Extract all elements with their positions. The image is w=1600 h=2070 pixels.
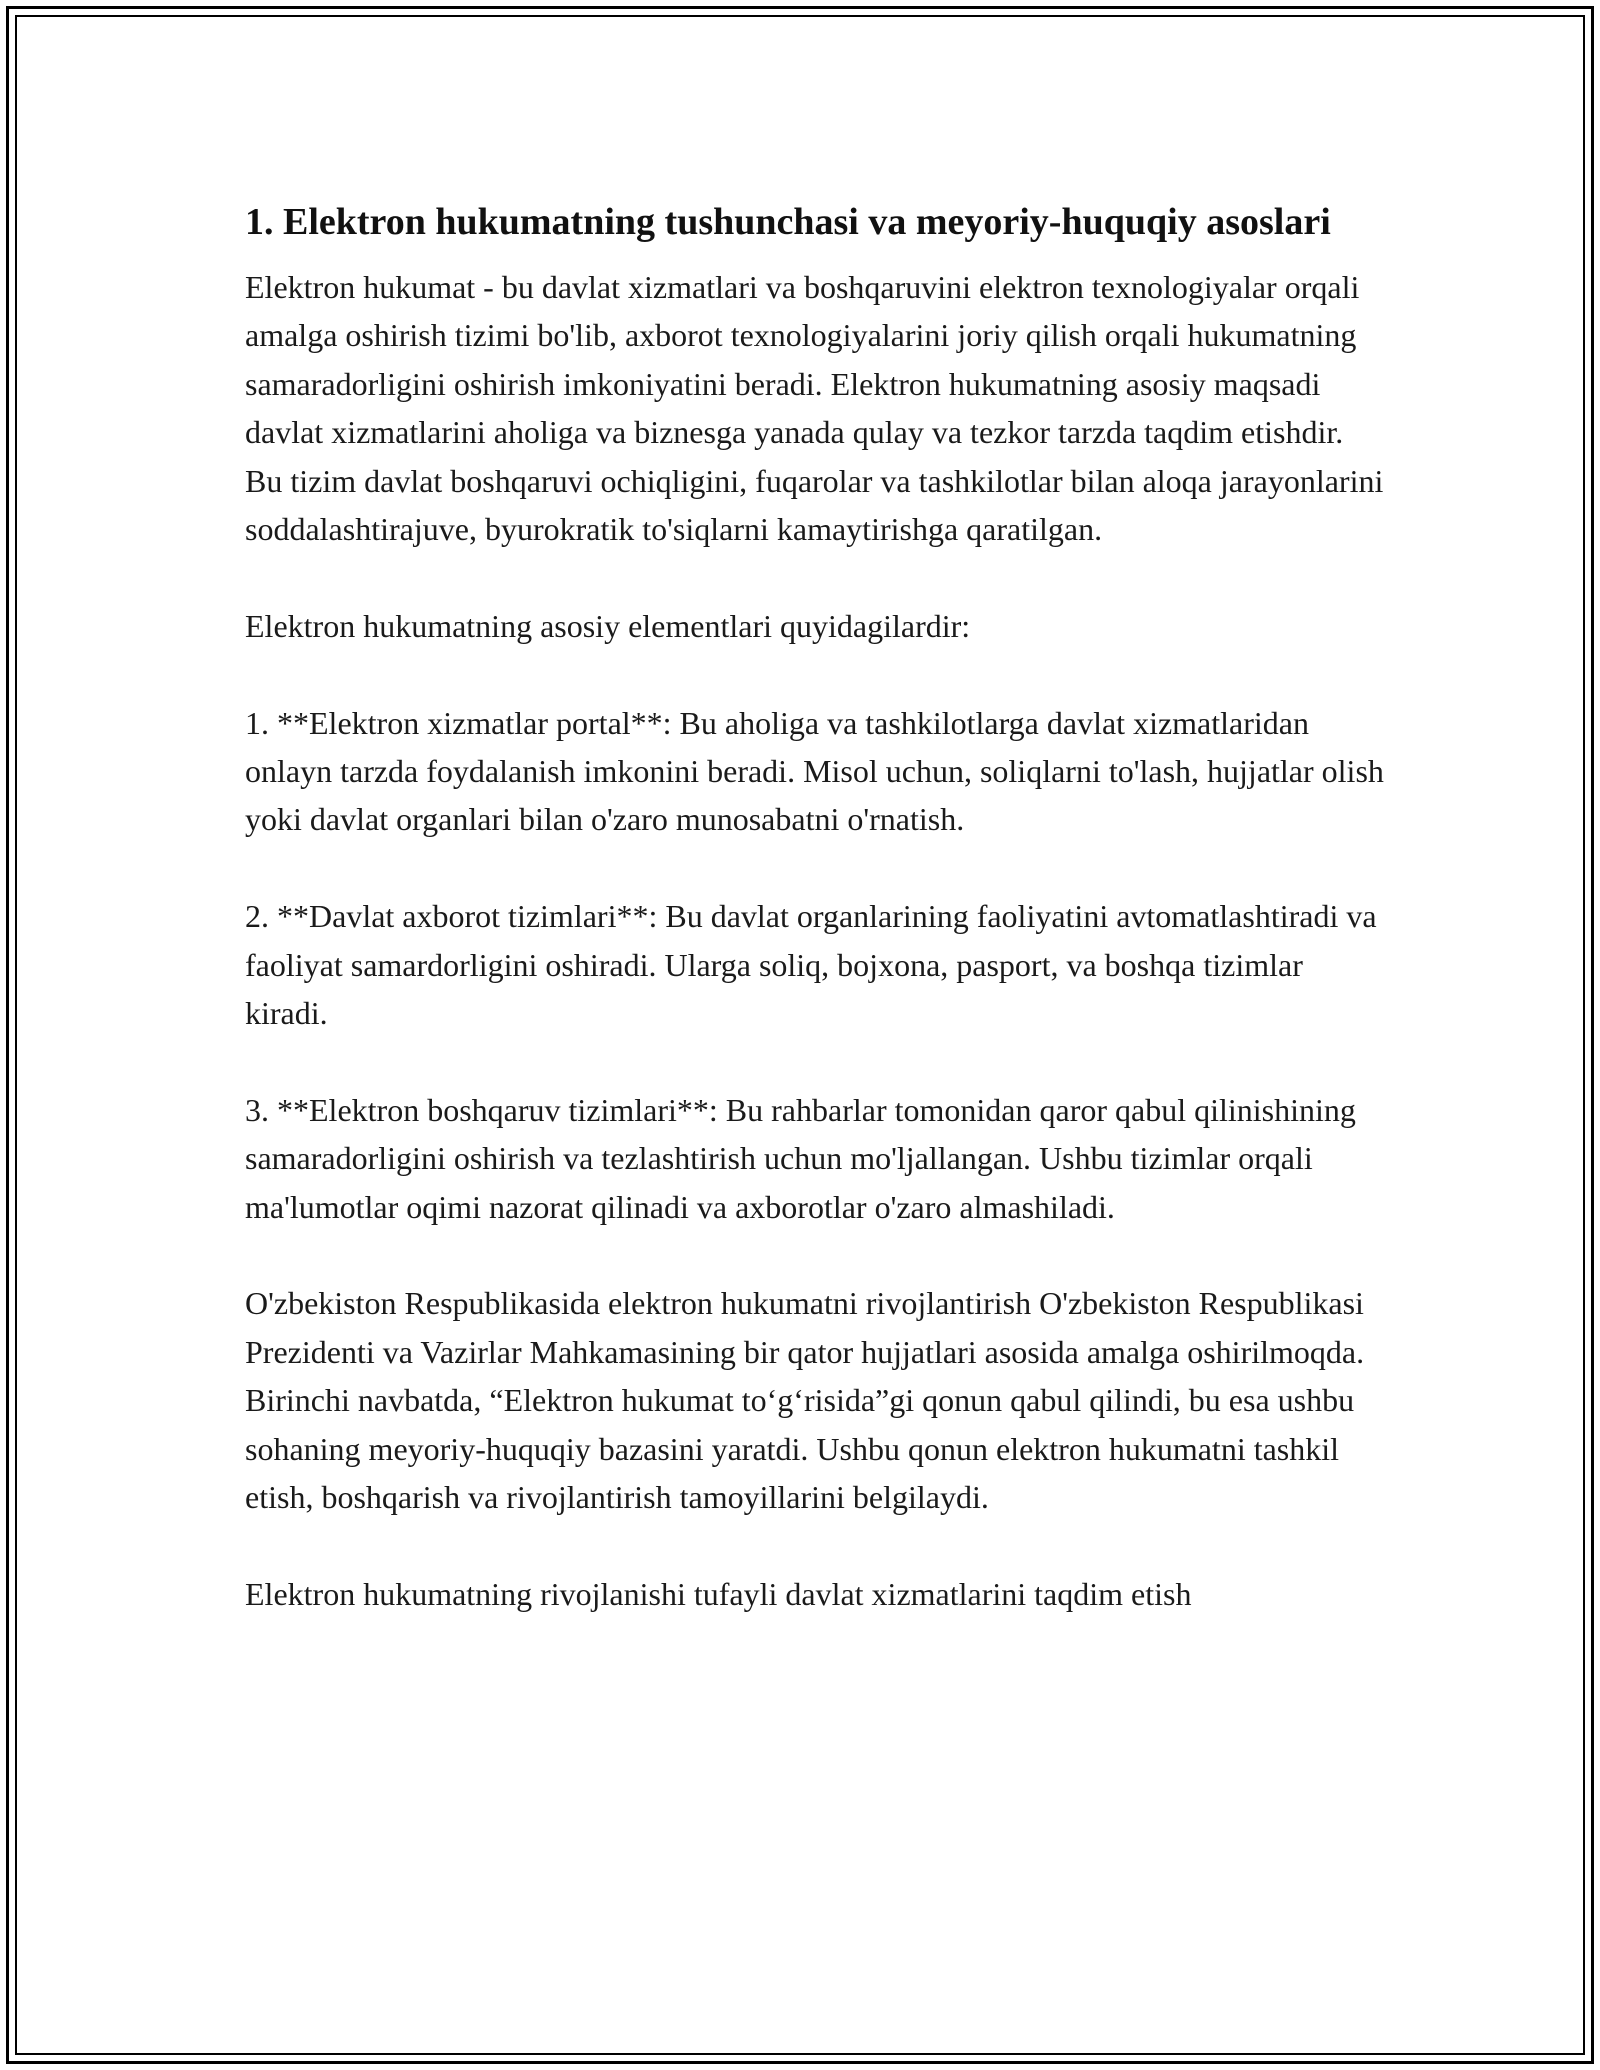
document-title: 1. Elektron hukumatning tushunchasi va meyoriy-huquqiy asoslari (245, 201, 1331, 243)
page-frame (6, 6, 1594, 2064)
paragraph-definition: Elektron hukumat - bu davlat xizmatlari va boshqaruvini elektron texnologiyalar orqali amalga oshirish tizimi bo'lib, axborot texnologiyalarini joriy qilish orqali hukumatning samaradorligini oshirish imkoniyatini beradi. Elektron hukumatning asosiy maqsadi davlat xizmatlarini aholiga va biznesga yanada qulay va tezkor tarzda taqdim etishdir. Bu tizim davlat boshqaruvi ochiqligini, fuqarolar va tashkilotlar bilan aloqa jarayonlarini soddalashtirajuve, byurokratik to'siqlarni kamaytirishga qaratilgan. (245, 269, 1384, 548)
list-item-services-portal: 1. **Elektron xizmatlar portal**: Bu aholiga va tashkilotlarga davlat xizmatlaridan onlayn tarzda foydalanish imkonini beradi. Misol uchun, soliqlarni to'lash, hujjatlar olish yoki davlat organlari bilan o'zaro munosabatni o'rnatish. (245, 704, 1384, 838)
list-item-management-systems: 3. **Elektron boshqaruv tizimlari**: Bu rahbarlar tomonidan qaror qabul qilinishining samaradorligini oshirish va tezlashtirish uchun mo'ljallangan. Ushbu tizimlar orqali ma'lumotlar oqimi nazorat qilinadi va axborotlar o'zaro almashiladi. (245, 1091, 1356, 1225)
paragraph-development: Elektron hukumatning rivojlanishi tufayli davlat xizmatlarini taqdim etish (245, 1575, 1192, 1612)
list-item-information-systems: 2. **Davlat axborot tizimlari**: Bu davlat organlarining faoliyatini avtomatlashtiradi va faoliyat samardorligini oshiradi. Ularga soliq, bojxona, pasport, va boshqa tizimlar kiradi. (245, 898, 1377, 1032)
document-body (245, 195, 1385, 1618)
paragraph-legal-basis: O'zbekiston Respublikasida elektron hukumatni rivojlantirish O'zbekiston Respublikasi Prezidenti va Vazirlar Mahkamasining bir qator hujjatlari asosida amalga oshirilmoqda. Birinchi navbatda, “Elektron hukumat to‘g‘risida”gi qonun qabul qilindi, bu esa ushbu sohaning meyoriy-huquqiy bazasini yaratdi. Ushbu qonun elektron hukumatni tashkil etish, boshqarish va rivojlantirish tamoyillarini belgilaydi. (245, 1285, 1365, 1516)
paragraph-elements-intro: Elektron hukumatning asosiy elementlari quyidagilardir: (245, 607, 971, 644)
